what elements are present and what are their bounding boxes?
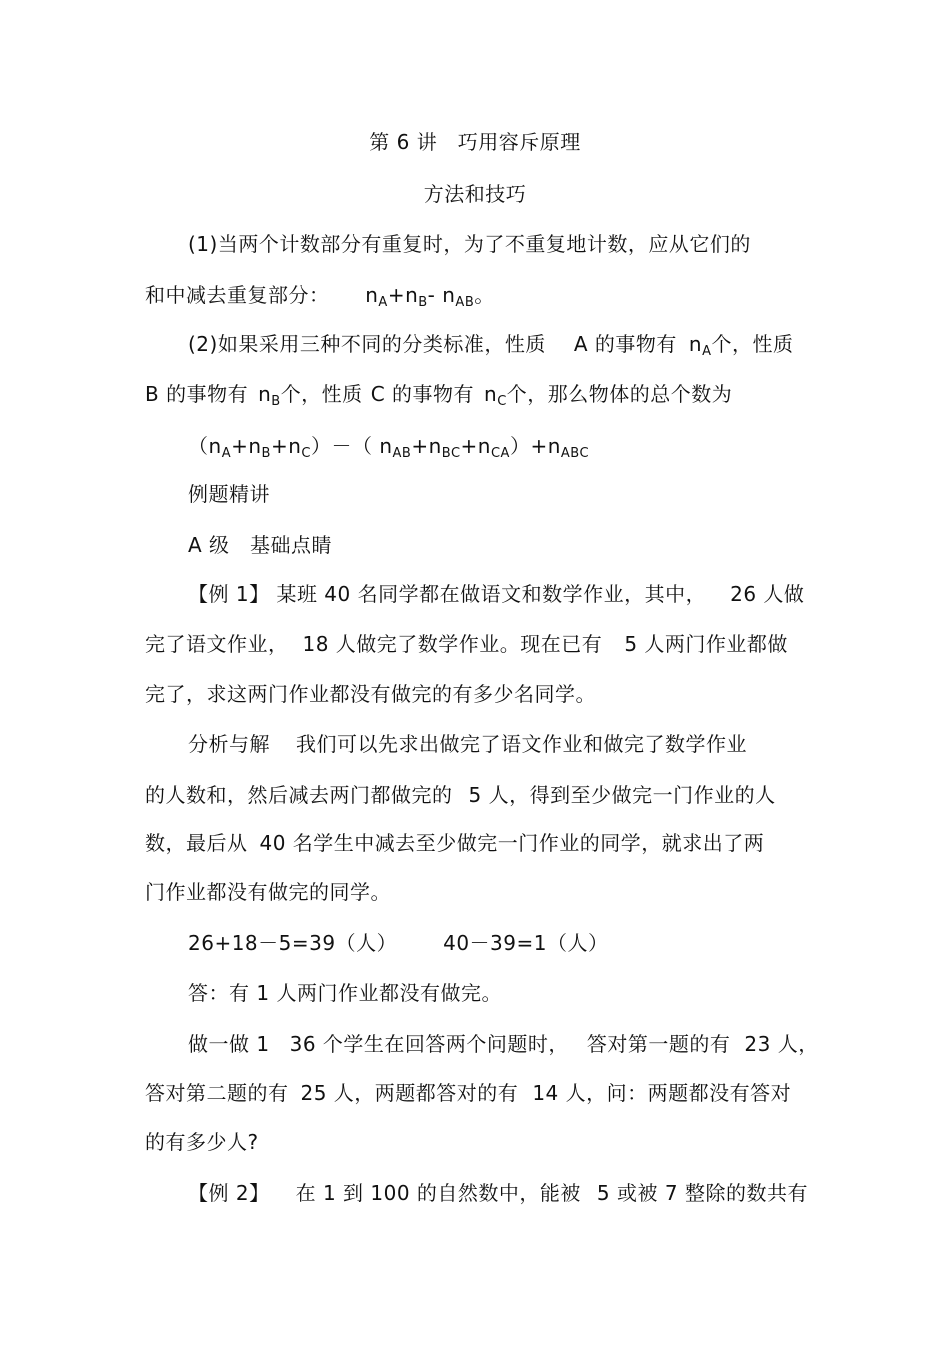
rule2-line1: (2)如果采用三种不同的分类标准，性质 A 的事物有 $n_A$个，性质 (188, 332, 794, 359)
rule2-formula: $(n_A+n_B+n_C)-$（ $n_{AB}+n_{BC}+n_{CA})+n_{ABC}$ (188, 434, 590, 461)
try1-line3: 的有多少人? (145, 1130, 259, 1154)
section-heading-methods: 方法和技巧 (423, 182, 527, 206)
calculation-2: 40－39=1（人） (443, 931, 609, 955)
try1-line2: 答对第二题的有 25 人，两题都答对的有 14 人，问：两题都没有答对 (145, 1081, 792, 1105)
analysis-line2: 的人数和，然后减去两门都做完的 5 人，得到至少做完一门作业的人 (145, 783, 776, 807)
analysis-line4: 门作业都没有做完的同学。 (145, 880, 391, 904)
answer-line: 答：有 1 人两门作业都没有做完。 (188, 981, 502, 1005)
analysis-line1: 分析与解 我们可以先求出做完了语文作业和做完了数学作业 (188, 732, 747, 756)
level-heading: A 级 基础点睛 (188, 533, 333, 557)
examples-heading: 例题精讲 (188, 482, 270, 506)
analysis-line3: 数，最后从 40 名学生中减去至少做完一门作业的同学，就求出了两 (145, 831, 765, 855)
example1-line2: 完了语文作业， 18 人做完了数学作业。现在已有 5 人两门作业都做 (145, 632, 788, 656)
rule1-line2 (145, 281, 495, 309)
calculation-1: 26+18－5=39（人） (188, 931, 398, 955)
example2-line1: 【例 2】 在 1 到 100 的自然数中，能被 5 或被 7 整除的数共有 (188, 1181, 808, 1205)
rule1-text: 和中减去重复部分： (145, 283, 330, 307)
rule2-line2: B 的事物有 $n_B$个，性质 C 的事物有 $n_C$个，那么物体的总个数为 (145, 382, 733, 409)
rule1-line1: (1)当两个计数部分有重复时，为了不重复地计数，应从它们的 (188, 232, 751, 256)
try1-line1: 做一做 1 36 个学生在回答两个问题时， 答对第一题的有 23 人， (188, 1032, 819, 1056)
example1-line3: 完了，求这两门作业都没有做完的有多少名同学。 (145, 682, 596, 706)
rule1-formula: $n_A+n_B-$ $n_{AB}$。 (365, 283, 495, 310)
example1-line1: 【例 1】 某班 40 名同学都在做语文和数学作业，其中， 26 人做 (188, 582, 805, 606)
page-title: 第 6 讲 巧用容斥原理 (369, 130, 581, 154)
calculation-line (188, 929, 608, 957)
